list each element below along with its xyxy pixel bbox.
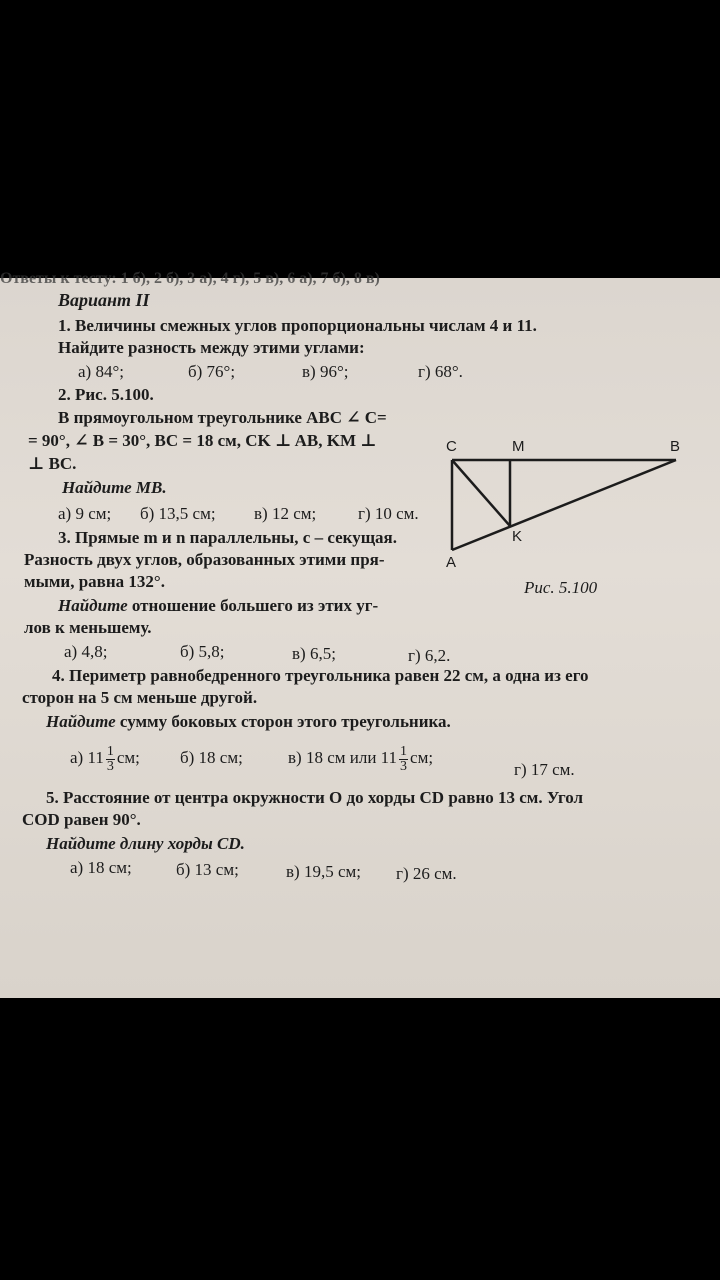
q3-option-a: а) 4,8; — [64, 642, 108, 661]
q1-option-d: г) 68°. — [418, 362, 463, 381]
q2-option-c: в) 12 см; — [254, 504, 317, 523]
q4-option-a-whole: а) 11 — [70, 748, 104, 767]
header-fragment: Ответы к тесту: 1 б), 2 б), 3 а), 4 г), 5 в), 6 а), 7 б), 8 в) — [0, 270, 380, 287]
label-b: B — [670, 438, 681, 455]
q4-option-a — [70, 738, 140, 778]
q3-option-c: в) 6,5; — [292, 644, 336, 663]
textbook-page — [0, 270, 720, 998]
q4-option-a-fraction — [106, 745, 115, 774]
q4-option-b: б) 18 см; — [180, 748, 243, 767]
q2-option-a: а) 9 см; — [58, 504, 112, 523]
q1-option-a: а) 84°; — [78, 362, 124, 381]
label-k: K — [512, 528, 523, 545]
q1-option-b: б) 76°; — [188, 362, 236, 381]
q5-line2: COD равен 90°. — [22, 810, 141, 829]
figure-5-100 — [0, 278, 720, 998]
q2-option-d: г) 10 см. — [358, 504, 419, 523]
q4-option-c-numerator: 1 — [400, 743, 408, 759]
q4-line2: сторон на 5 см меньше другой. — [22, 688, 258, 707]
q5-option-c: в) 19,5 см; — [286, 862, 361, 881]
q3-find — [58, 596, 378, 616]
q5-option-a: а) 18 см; — [70, 858, 132, 877]
q4-option-c-denominator: 3 — [400, 758, 408, 774]
q3-find-rest: отношение большего из этих уг- — [131, 596, 379, 615]
segment-ck — [452, 460, 510, 526]
q5-line1: 5. Расстояние от центра окружности O до хорды CD равно 13 см. Угол — [46, 788, 584, 807]
label-a: A — [446, 554, 457, 571]
q5-find: Найдите длину хорды CD. — [46, 834, 245, 853]
q4-option-a-unit: см; — [116, 748, 140, 767]
variant-title: Вариант II — [58, 290, 150, 310]
q3-line1: 3. Прямые m и n параллельны, c – секущая. — [58, 528, 397, 547]
label-c: C — [446, 438, 457, 455]
label-m: M — [512, 438, 525, 455]
q2-line3: = 90°, ∠ B = 30°, BC = 18 см, CK ⊥ AB, KM ⊥ — [28, 431, 377, 450]
q3-line5: лов к меньшему. — [24, 618, 152, 637]
q3-find-word: Найдите — [58, 596, 128, 615]
q5-option-b: б) 13 см; — [176, 860, 239, 879]
q2-option-b: б) 13,5 см; — [140, 504, 216, 523]
q3-line2: Разность двух углов, образованных этими пря- — [24, 550, 385, 569]
q4-line1: 4. Периметр равнобедренного треугольника равен 22 см, а одна из его — [52, 666, 589, 685]
q2-line2: В прямоугольном треугольнике ABC ∠ C= — [58, 408, 387, 427]
q4-option-d: г) 17 см. — [514, 760, 575, 779]
q1-line1: 1. Величины смежных углов пропорциональны числам 4 и 11. — [58, 316, 537, 335]
q4-find-rest: сумму боковых сторон этого треугольника. — [119, 712, 451, 731]
q3-option-d: г) 6,2. — [408, 646, 451, 665]
q4-find — [46, 712, 451, 732]
q4-option-c — [288, 738, 433, 778]
q2-line4: ⊥ BC. — [28, 454, 77, 473]
q3-option-b: б) 5,8; — [180, 642, 225, 661]
q1-line2: Найдите разность между этими углами: — [58, 338, 365, 357]
figure-caption: Рис. 5.100 — [524, 578, 598, 597]
q4-option-a-numerator: 1 — [106, 743, 114, 759]
q2-line1: 2. Рис. 5.100. — [58, 385, 154, 404]
segment-ab — [452, 460, 676, 550]
q2-find: Найдите MB. — [62, 478, 167, 497]
q4-find-word: Найдите — [46, 712, 116, 731]
q1-option-c: в) 96°; — [302, 362, 349, 381]
q3-line3: мыми, равна 132°. — [24, 572, 165, 591]
q5-option-d: г) 26 см. — [396, 864, 457, 883]
q4-option-c-unit: см; — [410, 748, 434, 767]
q4-option-a-denominator: 3 — [106, 758, 114, 774]
q4-option-c-text: в) 18 см или 11 — [288, 748, 398, 767]
q4-option-c-fraction — [399, 745, 408, 774]
